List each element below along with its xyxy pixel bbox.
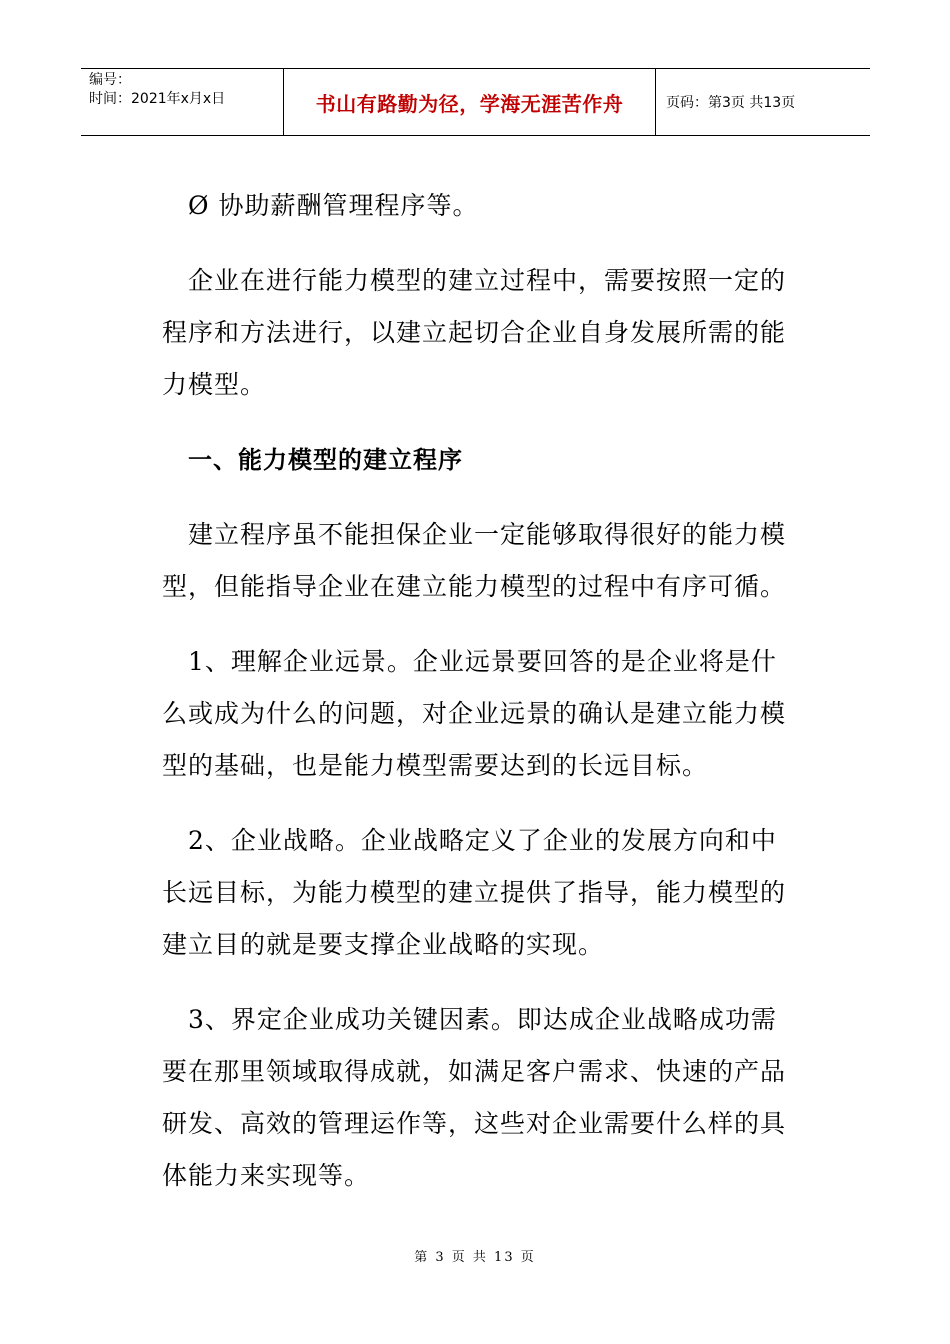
step-3-paragraph: 3、界定企业成功关键因素。即达成企业战略成功需要在那里领域取得成就，如满足客户需求、快速的产品研发、高效的管理运作等，这些对企业需要什么样的具体能力来实现等。 <box>162 1005 787 1190</box>
section-heading: 一、能力模型的建立程序 <box>188 446 463 474</box>
header-meta <box>81 69 283 135</box>
header-page-info: 页码：第3页 共13页 <box>666 95 796 111</box>
step-2-paragraph: 2、企业战略。企业战略定义了企业的发展方向和中长远目标，为能力模型的建立提供了指导，能力模型的建立目的就是要支撑企业战略的实现。 <box>162 826 787 959</box>
step-1-paragraph: 1、理解企业远景。企业远景要回答的是企业将是什么或成为什么的问题，对企业远景的确认是建立能力模型的基础，也是能力模型需要达到的长远目标。 <box>162 647 787 780</box>
number-label: 编号： <box>89 72 131 88</box>
document-header <box>81 68 870 136</box>
header-motto: 书山有路勤为径，学海无涯苦作舟 <box>283 69 656 135</box>
section-intro-paragraph: 建立程序虽不能担保企业一定能够取得很好的能力模型，但能指导企业在建立能力模型的过程中有序可循。 <box>162 520 787 601</box>
time-label: 时间：2021年x月x日 <box>89 91 226 107</box>
intro-paragraph: 企业在进行能力模型的建立过程中，需要按照一定的程序和方法进行，以建立起切合企业自身发展所需的能力模型。 <box>162 266 787 399</box>
page-footer: 第 3 页 共 13 页 <box>414 1250 536 1265</box>
document-body <box>162 180 792 1225</box>
bullet-paragraph: Ø 协助薪酬管理程序等。 <box>188 191 479 220</box>
